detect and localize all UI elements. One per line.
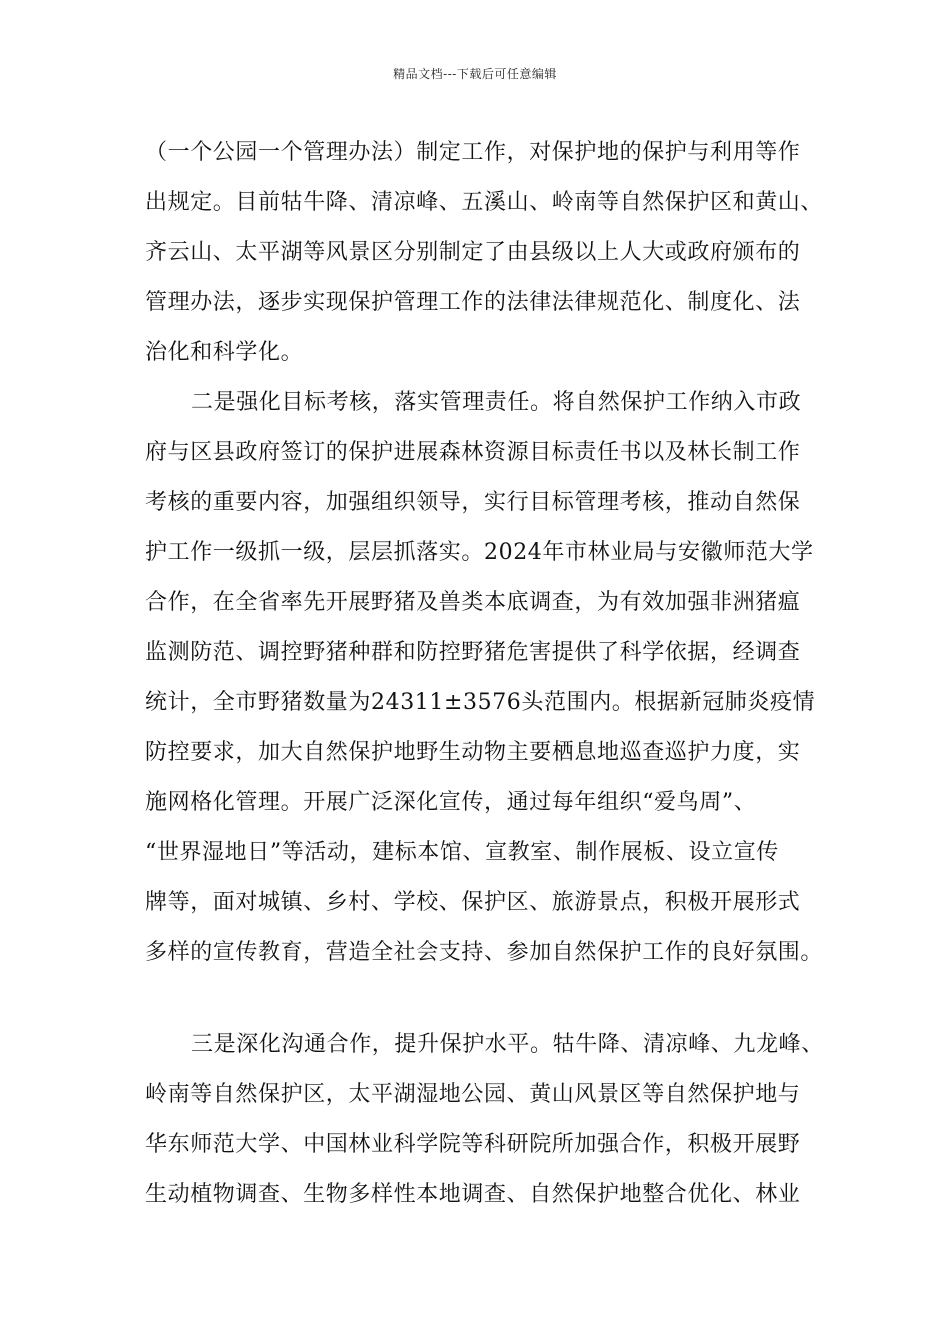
text-line: 考核的重要内容，加强组织领导，实行目标管理考核，推动自然保 (145, 490, 801, 515)
text-line: 三是深化沟通合作，提升保护水平。牯牛降、清凉峰、九龙峰、 (191, 1032, 824, 1057)
page-header: 精品文档---下载后可任意编辑 (393, 67, 557, 81)
paragraph-1 (145, 128, 824, 378)
text-line: 牌等，面对城镇、乡村、学校、保护区、旅游景点，积极开展形式 (145, 890, 801, 915)
text-line: 管理办法，逐步实现保护管理工作的法律法律规范化、制度化、法 (145, 290, 801, 315)
text-line: 华东师范大学、中国林业科学院等科研院所加强合作，积极开展野 (145, 1132, 801, 1157)
text-line: （一个公园一个管理办法）制定工作，对保护地的保护与利用等作 (145, 140, 801, 165)
text-line: 统计，全市野猪数量为24311±3576头范围内。根据新冠肺炎疫情 (145, 690, 816, 715)
text-line: 施网格化管理。开展广泛深化宣传，通过每年组织“爱鸟周”、 (145, 790, 757, 815)
text-line: 治化和科学化。 (145, 340, 304, 365)
text-line: 合作，在全省率先开展野猪及兽类本底调查，为有效加强非洲猪瘟 (145, 590, 801, 615)
text-line: 多样的宣传教育，营造全社会支持、参加自然保护工作的良好氛围。 (145, 940, 824, 965)
text-line: 护工作一级抓一级，层层抓落实。2024年市林业局与安徽师范大学 (145, 540, 814, 565)
text-line: 生动植物调查、生物多样性本地调查、自然保护地整合优化、林业 (145, 1182, 801, 1207)
text-line: 出规定。目前牯牛降、清凉峰、五溪山、岭南等自然保护区和黄山、 (145, 190, 824, 215)
text-line: 岭南等自然保护区，太平湖湿地公园、黄山风景区等自然保护地与 (145, 1082, 801, 1107)
text-line: “世界湿地日”等活动，建标本馆、宣教室、制作展板、设立宣传 (145, 840, 779, 865)
text-line: 监测防范、调控野猪种群和防控野猪危害提供了科学依据，经调查 (145, 640, 801, 665)
text-line: 府与区县政府签订的保护进展森林资源目标责任书以及林长制工作 (145, 440, 801, 465)
paragraph-2 (145, 378, 824, 978)
paragraph-3 (145, 1020, 824, 1220)
text-line: 二是强化目标考核，落实管理责任。将自然保护工作纳入市政 (191, 390, 802, 415)
text-line: 齐云山、太平湖等风景区分别制定了由县级以上人大或政府颁布的 (145, 240, 801, 265)
text-line: 防控要求，加大自然保护地野生动物主要栖息地巡查巡护力度，实 (145, 740, 801, 765)
